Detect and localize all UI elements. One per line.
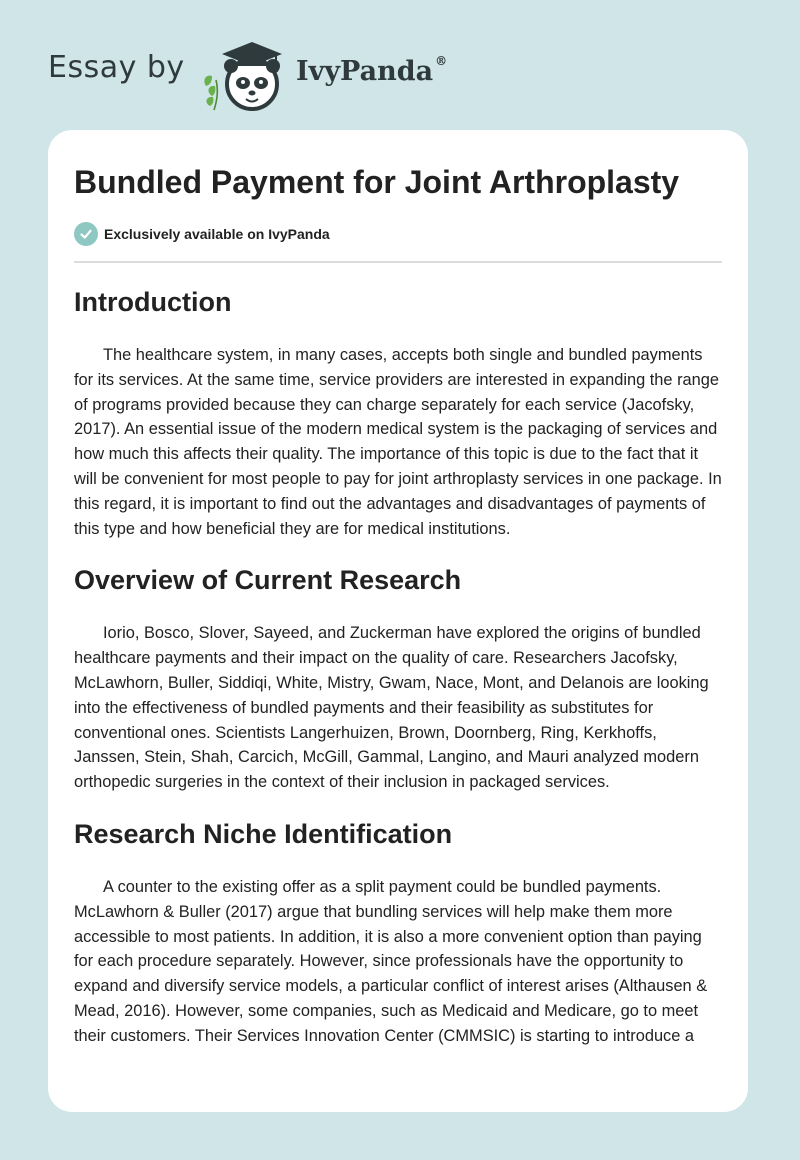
section-paragraph-overview: Iorio, Bosco, Slover, Sayeed, and Zuckerman have explored the origins of bundled healthcare payments and their impact on the quality of care. Researchers Jacofsky, McLawhorn, Buller, Siddiqi, White, Mistry, Gwam, Nace, Mont, and Delanois are looking into the effectiveness of bundled payments and their feasibility as substitutes for conventional ones. Scientists Langerhuizen, Brown, Doornberg, Ring, Kerkhoffs, Janssen, Stein, Shah, Carcich, McGill, Gammal, Langino, and Mauri analyzed modern orthopedic surgeries in the context of their inclusion in packaged services. <box>74 624 709 792</box>
essay-by-label: Essay by <box>48 50 185 85</box>
section-paragraph-research-niche: A counter to the existing offer as a split payment could be bundled payments. McLawhorn & Buller (2017) argue that bundling services will help make them more accessible to most patients. In addition, it is also a more convenient option than paying for each procedure separately. However, since professionals have the opportunity to expand and diversify service models, a particular conflict of interest arises (Althausen & Mead, 2016). However, some companies, such as Medicaid and Medicare, go to meet their customers. Their Services Innovation Center (CMMSIC) is starting to introduce a <box>74 877 708 1045</box>
check-icon <box>74 222 98 246</box>
essay-card <box>48 130 748 1112</box>
section-paragraph-introduction: The healthcare system, in many cases, accepts both single and bundled payments for its services. At the same time, service providers are interested in expanding the range of programs provided because they can charge separately for each service (Jacofsky, 2017). An essential issue of the modern medical system is the packaging of services and how much this affects their quality. The importance of this topic is due to the fact that it will be convenient for most people to pay for joint arthroplasty services in one package. In this regard, it is important to find out the advantages and disadvantages of payments of this type and how beneficial they are for medical institutions. <box>74 346 722 538</box>
divider <box>74 261 722 263</box>
exclusive-badge <box>74 221 330 247</box>
essay-body <box>74 280 724 1049</box>
brand-name-text: IvyPanda <box>296 56 434 87</box>
site-header <box>48 30 748 120</box>
registered-mark: ® <box>435 54 448 68</box>
page-title: Bundled Payment for Joint Arthroplasty <box>74 164 680 200</box>
panda-graduate-icon[interactable] <box>200 36 290 114</box>
brand-name[interactable] <box>296 56 447 87</box>
section-heading-research-niche: Research Niche Identification <box>74 818 453 849</box>
section-heading-overview: Overview of Current Research <box>74 565 462 596</box>
exclusive-badge-text: Exclusively available on IvyPanda <box>104 226 330 242</box>
section-heading-introduction: Introduction <box>74 287 232 317</box>
